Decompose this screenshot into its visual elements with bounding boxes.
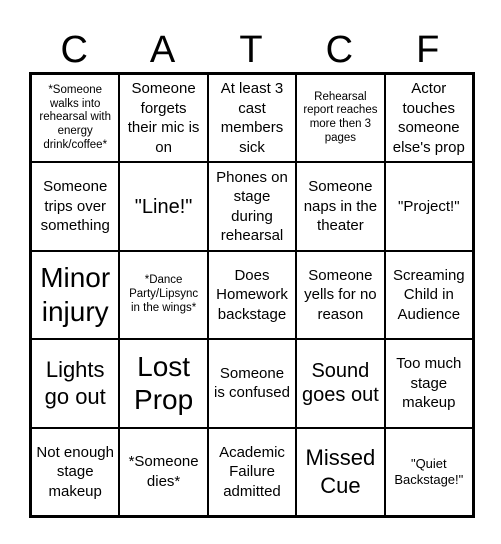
bingo-cell[interactable]: [296, 251, 384, 339]
cell-text: Does Homework backstage: [216, 266, 288, 323]
cell-text: Not enough stage makeup: [36, 443, 114, 500]
cell-text: *Someone walks into rehearsal with energy drink/coffee*: [39, 83, 111, 151]
header-letter-3: T: [239, 29, 263, 71]
bingo-cell[interactable]: [119, 162, 207, 250]
header-letter-5: F: [416, 29, 440, 71]
cell-text: Sound goes out: [302, 360, 379, 407]
bingo-cell[interactable]: [296, 74, 384, 162]
cell-text: Someone is confused: [214, 364, 290, 402]
bingo-cell[interactable]: [119, 428, 207, 516]
bingo-cell[interactable]: [385, 339, 473, 427]
bingo-header: [30, 28, 472, 72]
bingo-cell[interactable]: [31, 74, 119, 162]
cell-text: Screaming Child in Audience: [392, 266, 465, 323]
cell-text: Someone yells for no reason: [304, 266, 377, 323]
bingo-cell[interactable]: [385, 162, 473, 250]
header-letter-2: A: [149, 29, 176, 71]
cell-text: "Project!": [398, 197, 460, 215]
cell-text: Academic Failure admitted: [219, 443, 285, 500]
cell-text: Too much stage makeup: [396, 355, 462, 412]
bingo-cell[interactable]: [208, 428, 296, 516]
cell-text: *Someone dies*: [128, 453, 199, 490]
cell-text: Someone naps in the theater: [303, 178, 378, 235]
cell-text: Rehearsal report reaches more then 3 pages: [303, 90, 378, 144]
bingo-cell[interactable]: [296, 339, 384, 427]
cell-text: "Quiet Backstage!": [394, 455, 464, 487]
cell-text: Someone trips over something: [40, 178, 110, 235]
bingo-cell[interactable]: [31, 162, 119, 250]
header-letter-1: C: [60, 29, 88, 71]
bingo-cell[interactable]: [119, 74, 207, 162]
cell-text: Phones on stage during rehearsal: [216, 168, 288, 245]
bingo-cell[interactable]: [119, 251, 207, 339]
bingo-cell[interactable]: [31, 339, 119, 427]
bingo-cell[interactable]: [208, 74, 296, 162]
bingo-cell[interactable]: [296, 162, 384, 250]
bingo-cell[interactable]: [31, 251, 119, 339]
bingo-grid: [29, 72, 475, 518]
cell-text: Lost Prop: [134, 350, 194, 416]
cell-text: *Dance Party/Lipsync in the wings*: [129, 274, 199, 314]
bingo-cell[interactable]: [208, 251, 296, 339]
cell-text: Missed Cue: [305, 445, 376, 498]
header-letter-4: C: [325, 29, 354, 71]
cell-text: At least 3 cast members sick: [220, 80, 284, 156]
bingo-cell[interactable]: [208, 162, 296, 250]
bingo-cell[interactable]: [208, 339, 296, 427]
cell-text: Lights go out: [44, 356, 106, 410]
cell-text: Someone forgets their mic is on: [127, 80, 200, 156]
bingo-cell[interactable]: [385, 251, 473, 339]
cell-text: Actor touches someone else's prop: [392, 80, 465, 156]
cell-text: "Line!": [134, 195, 193, 218]
bingo-cell[interactable]: [296, 428, 384, 516]
bingo-cell[interactable]: [119, 339, 207, 427]
bingo-cell[interactable]: [31, 428, 119, 516]
cell-text: Minor injury: [40, 262, 111, 327]
bingo-cell[interactable]: [385, 428, 473, 516]
bingo-cell[interactable]: [385, 74, 473, 162]
